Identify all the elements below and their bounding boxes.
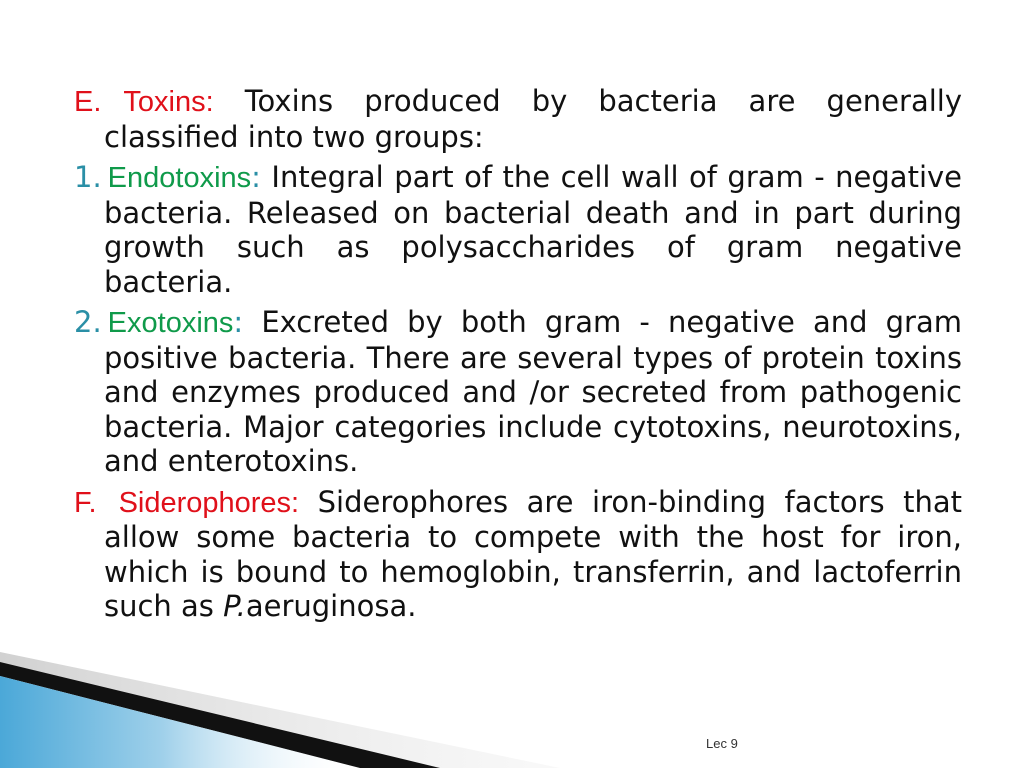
paragraph-endotoxins <box>74 160 962 299</box>
paragraph-exotoxins <box>74 305 962 479</box>
exotoxins-description: Excreted by both gram - negative and gram positive bacteria. There are several types of protein toxins and enzymes produced and /or secreted from pathogenic bacteria. Major categories include cytotoxins, neurotoxins, and enterotoxins. <box>104 305 962 478</box>
paragraph-siderophores <box>74 485 962 624</box>
slide-body <box>74 84 962 624</box>
footer-lecture-label: Lec 9 <box>706 736 738 751</box>
species-abbreviation: P. <box>223 589 246 623</box>
endotoxins-description: Integral part of the cell wall of gram - negative bacteria. Released on bacterial death and in part during growth such as polysaccharides of gram negative bacteria. <box>104 160 963 299</box>
paragraph-toxins <box>74 84 962 154</box>
heading-endotoxins: Endotoxins <box>107 162 252 194</box>
siderophores-description: Siderophores are iron-binding factors that allow some bacteria to compete with the host for iron, which is bound to hemoglobin, transferrin, and lactoferrin such as <box>104 484 962 623</box>
list-marker-1: 1. <box>74 160 102 194</box>
section-marker-e: E. <box>74 86 102 118</box>
section-marker-f: F. <box>74 486 97 519</box>
exotoxins-colon: : <box>233 305 244 339</box>
species-name: aeruginosa. <box>245 589 417 623</box>
list-marker-2: 2. <box>74 305 102 339</box>
toxins-description: Toxins produced by bacteria are generally classified into two groups: <box>104 84 962 154</box>
heading-exotoxins: Exotoxins <box>107 307 234 339</box>
heading-toxins: Toxins: <box>123 86 214 118</box>
endotoxins-colon: : <box>251 160 261 194</box>
heading-siderophores: Siderophores: <box>118 486 300 519</box>
